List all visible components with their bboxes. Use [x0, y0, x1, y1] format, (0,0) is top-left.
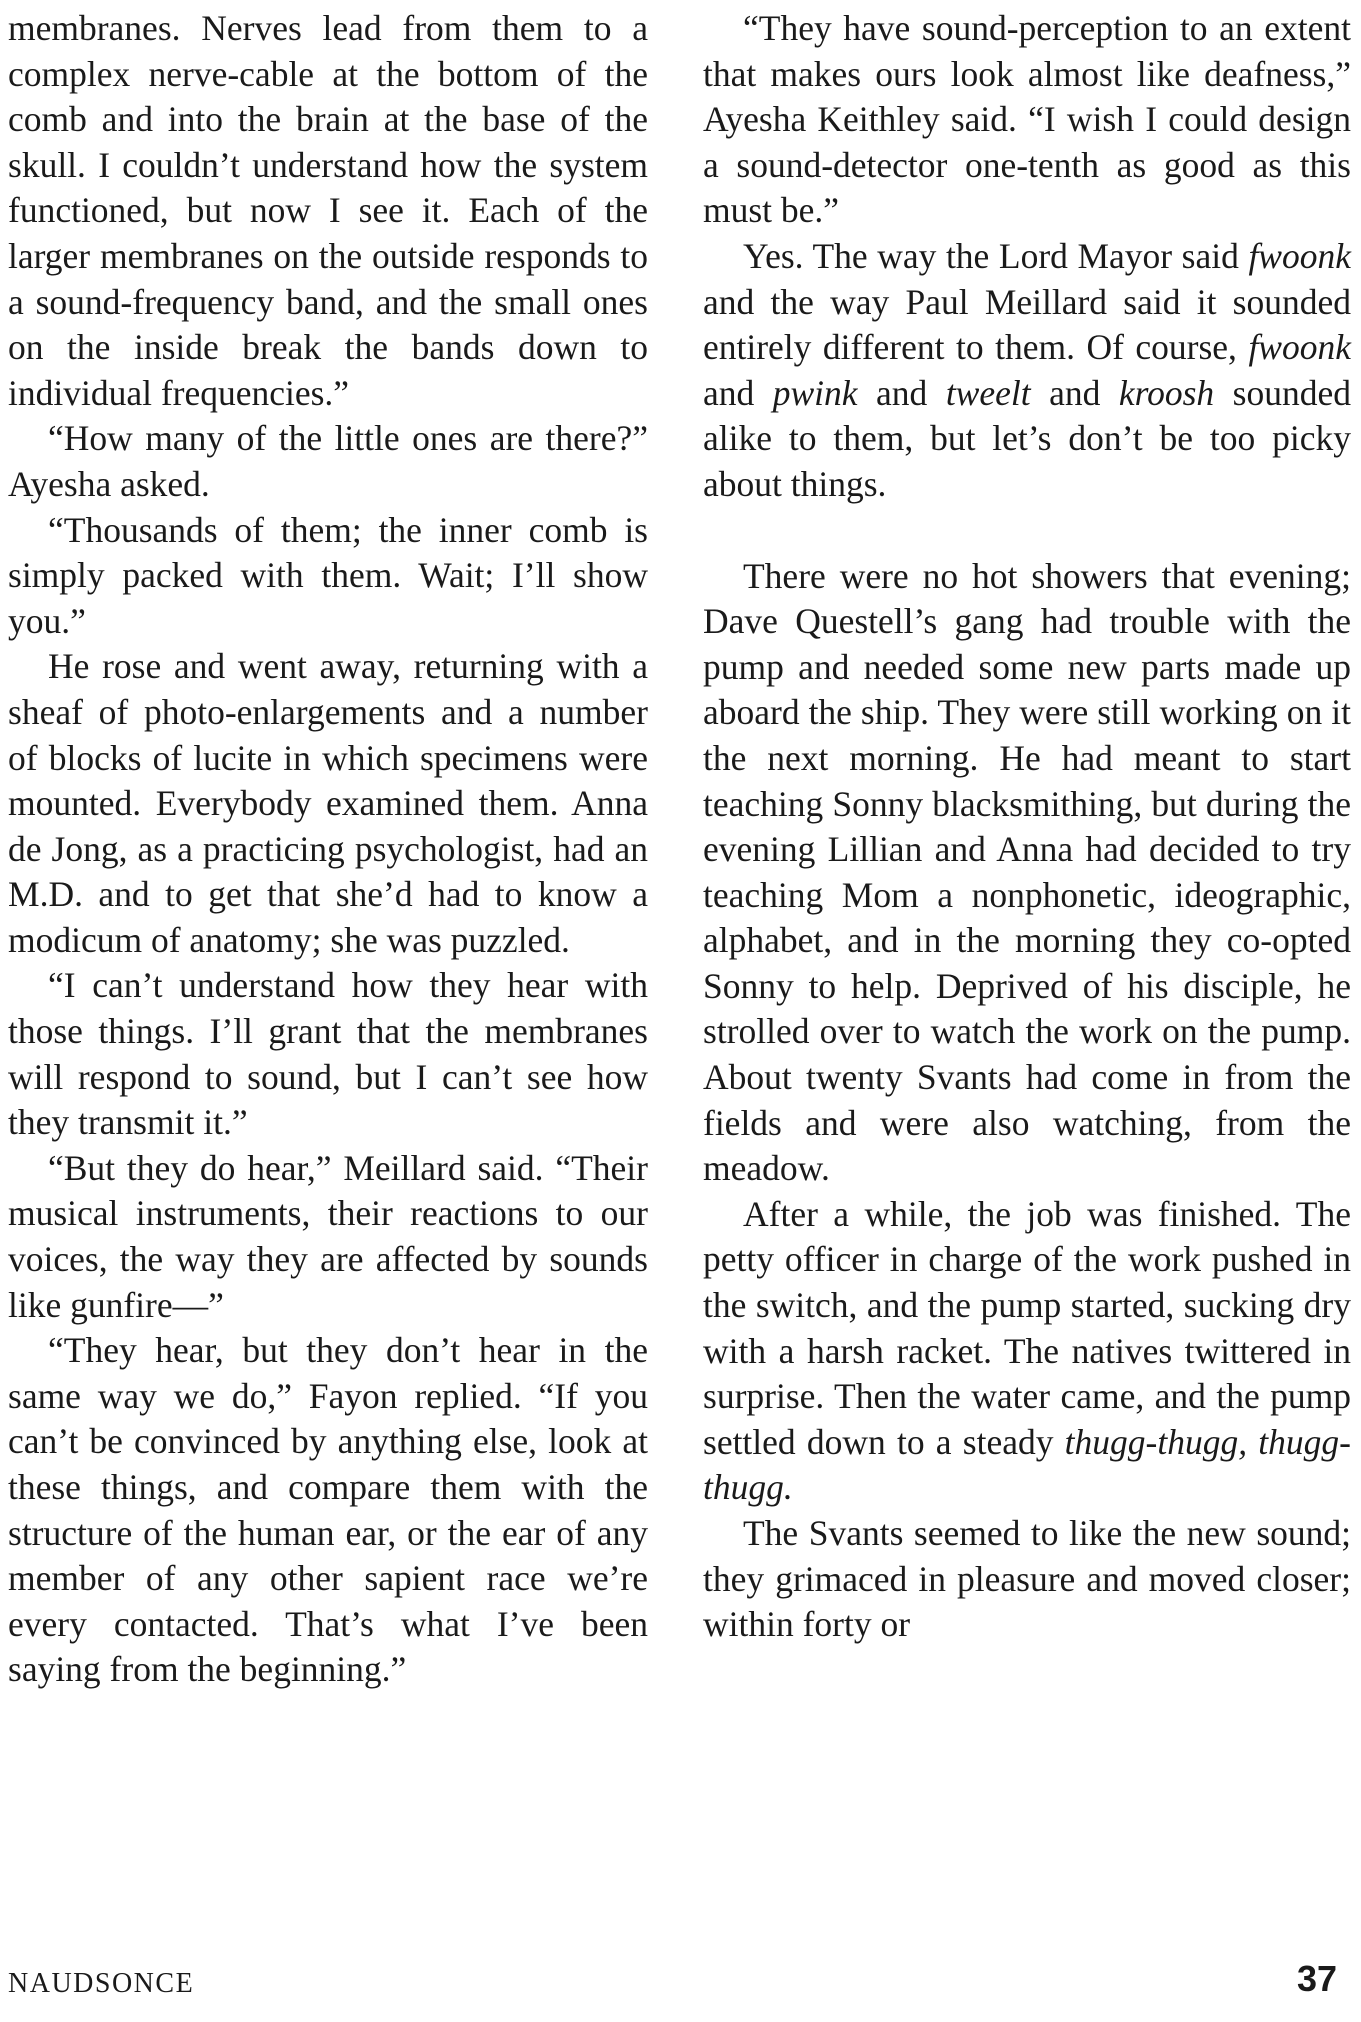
paragraph: “They have sound-perception to an extent that makes ours look almost like deafness,” Ayesha Keithley said. “I wish I could design a sound-detector one-tenth as good as this must be.”: [703, 8, 1351, 231]
paragraph: “But they do hear,” Meillard said. “Their musical instruments, their reactions to our voices, the way they are affected by sounds like gunfire—”: [8, 1147, 648, 1325]
running-title: NAUDSONCE: [8, 1968, 195, 1999]
left-text-column: [8, 6, 648, 1693]
italic-sound-word: kroosh: [1118, 372, 1215, 413]
paragraph: There were no hot showers that evening; Dave Questell’s gang had trouble with the pump and needed some new parts made up aboard the ship. They were still working on it the next morning. He had meant to start teaching Sonny blacksmithing, but during the evening Lillian and Anna had decided to try teaching Mom a nonphonetic, ideographic, alphabet, and in the morning they co-opted Sonny to help. Deprived of his disciple, he strolled over to watch the work on the pump. About twenty Svants had come in from the fields and were also watching, from the meadow.: [703, 555, 1351, 1189]
text-run: and: [857, 372, 946, 413]
text-run: and: [1030, 372, 1119, 413]
italic-sound-word: fwoonk: [1248, 327, 1351, 368]
italic-sound-word: pwink: [772, 372, 858, 413]
paragraph: “How many of the little ones are there?” Ayesha asked.: [8, 418, 648, 504]
italic-sound-word: thugg-thugg, thugg-thugg.: [703, 1421, 1351, 1508]
italic-sound-word: tweelt: [945, 372, 1031, 413]
right-text-column: [703, 6, 1351, 1648]
text-run: After a while, the job was finished. The petty officer in charge of the work pushed in the switch, and the pump started, sucking dry with a harsh racket. The natives twittered in surprise. Then the water came, and the pump settled down to a steady: [703, 1193, 1351, 1462]
text-run: and the way Paul Meillard said it sounded entirely different to them. Of course,: [703, 281, 1351, 368]
paragraph: “I can’t understand how they hear with those things. I’ll grant that the membranes will respond to sound, but I can’t see how they transmit it.”: [8, 965, 648, 1143]
paragraph: “Thousands of them; the inner comb is simply packed with them. Wait; I’ll show you.”: [8, 509, 648, 641]
paragraph: [703, 1192, 1351, 1511]
paragraph: [703, 234, 1351, 508]
paragraph: membranes. Nerves lead from them to a complex nerve-cable at the bottom of the comb and into the brain at the base of the skull. I couldn’t understand how the system functioned, but now I see it. Each of the larger membranes on the outside responds to a sound-frequency band, and the small ones on the inside break the bands down to individual frequencies.”: [8, 8, 648, 413]
italic-sound-word: fwoonk: [1248, 235, 1351, 276]
text-run: Yes. The way the Lord Mayor said: [743, 235, 1249, 276]
page-number: 37: [1296, 1958, 1337, 1999]
paragraph: “They hear, but they don’t hear in the same way we do,” Fayon replied. “If you can’t be convinced by anything else, look at these things, and compare them with the structure of the human ear, or the ear of any member of any other sapient race we’re every contacted. That’s what I’ve been saying from the beginning.”: [8, 1330, 648, 1690]
text-run: sounded alike to them, but let’s don’t be too picky about things.: [703, 372, 1351, 504]
paragraph: He rose and went away, returning with a sheaf of photo-enlargements and a number of blocks of lucite in which specimens were mounted. Everybody examined them. Anna de Jong, as a practicing psychologist, had an M.D. and to get that she’d had to know a modicum of anatomy; she was puzzled.: [8, 646, 648, 960]
text-run: and: [703, 372, 773, 413]
paragraph: The Svants seemed to like the new sound; they grimaced in pleasure and moved closer; within forty or: [703, 1513, 1351, 1645]
